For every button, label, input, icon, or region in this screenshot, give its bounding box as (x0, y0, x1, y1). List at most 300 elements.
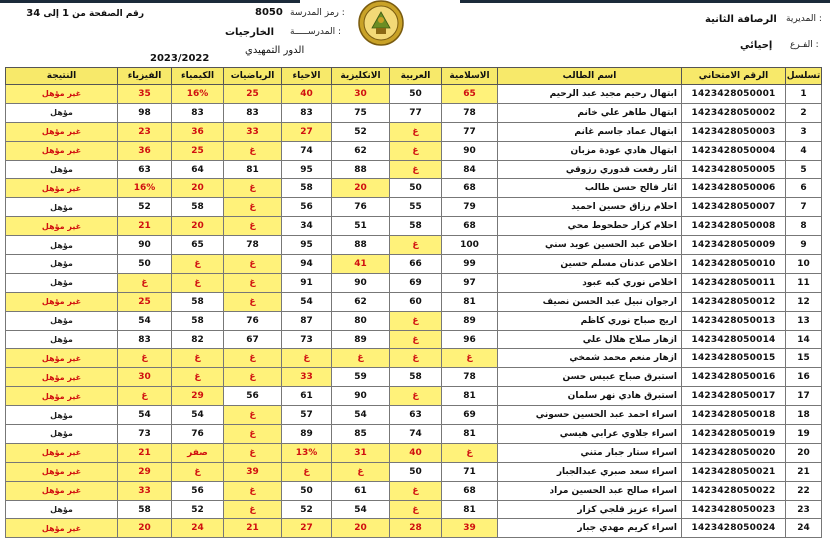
col-exam-number-cell: 1423428050014 (682, 330, 786, 349)
col-biology-header: الاحياء (282, 68, 332, 85)
col-islamic-cell: 79 (442, 198, 498, 217)
col-serial-cell: 16 (786, 368, 822, 387)
col-exam-number-cell: 1423428050001 (682, 85, 786, 104)
session-value: الدور التمهيدي (245, 45, 305, 56)
col-student-name-cell: اسراء صالح عبد الحسين مراد (498, 481, 682, 500)
col-physics-cell: 58 (118, 500, 172, 519)
col-biology-cell: 27 (282, 519, 332, 538)
col-serial-cell: 21 (786, 462, 822, 481)
table-row (6, 85, 822, 104)
col-serial-cell: 6 (786, 179, 822, 198)
col-islamic-cell: 65 (442, 85, 498, 104)
col-biology-cell: 95 (282, 160, 332, 179)
col-chemistry-cell: 56 (172, 481, 224, 500)
col-arabic-cell: 58 (390, 217, 442, 236)
col-result-cell: مؤهل (6, 273, 118, 292)
col-islamic-cell: 68 (442, 179, 498, 198)
col-islamic-cell: غ (442, 443, 498, 462)
col-physics-cell: 21 (118, 443, 172, 462)
col-math-cell: غ (224, 349, 282, 368)
col-biology-cell: 34 (282, 217, 332, 236)
col-islamic-cell: 69 (442, 406, 498, 425)
col-biology-cell: 87 (282, 311, 332, 330)
col-english-cell: 61 (332, 481, 390, 500)
col-arabic-cell: غ (390, 141, 442, 160)
col-arabic-cell: غ (390, 236, 442, 255)
col-math-cell: غ (224, 217, 282, 236)
col-english-cell: 54 (332, 500, 390, 519)
col-islamic-cell: 68 (442, 481, 498, 500)
col-english-cell: غ (332, 349, 390, 368)
col-exam-number-cell: 1423428050015 (682, 349, 786, 368)
col-physics-cell: 50 (118, 255, 172, 274)
col-math-cell: غ (224, 255, 282, 274)
col-result-cell: غير مؤهل (6, 122, 118, 141)
col-student-name-cell: اسراء سعد صبري عبدالجبار (498, 462, 682, 481)
col-biology-cell: 50 (282, 481, 332, 500)
col-result-header: النتيجة (6, 68, 118, 85)
col-chemistry-cell: صفر (172, 443, 224, 462)
col-islamic-cell: 100 (442, 236, 498, 255)
col-english-cell: 20 (332, 519, 390, 538)
col-physics-cell: 54 (118, 311, 172, 330)
col-islamic-cell: 89 (442, 311, 498, 330)
page-prefix: رقم الصفحة من (72, 9, 144, 19)
col-biology-cell: 91 (282, 273, 332, 292)
col-arabic-cell: 58 (390, 368, 442, 387)
col-english-cell: 90 (332, 387, 390, 406)
col-arabic-cell: غ (390, 122, 442, 141)
col-english-cell: 85 (332, 425, 390, 444)
col-arabic-cell: 40 (390, 443, 442, 462)
col-exam-number-cell: 1423428050007 (682, 198, 786, 217)
col-exam-number-cell: 1423428050006 (682, 179, 786, 198)
school-code-label: رمز المدرسة : (290, 8, 345, 18)
col-chemistry-cell: 65 (172, 236, 224, 255)
col-english-cell: 59 (332, 368, 390, 387)
col-islamic-cell: 78 (442, 103, 498, 122)
col-math-cell: غ (224, 425, 282, 444)
col-serial-cell: 3 (786, 122, 822, 141)
col-exam-number-cell: 1423428050018 (682, 406, 786, 425)
col-physics-cell: 98 (118, 103, 172, 122)
col-exam-number-cell: 1423428050008 (682, 217, 786, 236)
col-chemistry-cell: غ (172, 368, 224, 387)
table-row (6, 387, 822, 406)
col-physics-cell: 16% (118, 179, 172, 198)
col-math-cell: 81 (224, 160, 282, 179)
col-biology-cell: 95 (282, 236, 332, 255)
col-serial-cell: 11 (786, 273, 822, 292)
col-student-name-header: اسم الطالب (498, 68, 682, 85)
col-arabic-cell: غ (390, 481, 442, 500)
col-islamic-cell: 90 (442, 141, 498, 160)
col-math-cell: غ (224, 273, 282, 292)
col-exam-number-cell: 1423428050010 (682, 255, 786, 274)
col-result-cell: غير مؤهل (6, 179, 118, 198)
col-physics-cell: غ (118, 349, 172, 368)
col-exam-number-cell: 1423428050002 (682, 103, 786, 122)
col-biology-cell: 83 (282, 103, 332, 122)
table-row (6, 217, 822, 236)
col-physics-cell: 33 (118, 481, 172, 500)
col-chemistry-header: الكيمياء (172, 68, 224, 85)
col-islamic-cell: 99 (442, 255, 498, 274)
col-chemistry-cell: 29 (172, 387, 224, 406)
col-student-name-cell: ابتهال عماد جاسم غانم (498, 122, 682, 141)
col-english-cell: 31 (332, 443, 390, 462)
col-result-cell: مؤهل (6, 198, 118, 217)
col-result-cell: غير مؤهل (6, 368, 118, 387)
col-english-cell: 41 (332, 255, 390, 274)
col-biology-cell: غ (282, 349, 332, 368)
col-serial-cell: 5 (786, 160, 822, 179)
table-row (6, 481, 822, 500)
col-serial-cell: 13 (786, 311, 822, 330)
col-math-cell: غ (224, 481, 282, 500)
col-student-name-cell: اسراء ستار جبار متني (498, 443, 682, 462)
col-math-cell: 67 (224, 330, 282, 349)
col-arabic-cell: غ (390, 160, 442, 179)
col-chemistry-cell: 54 (172, 406, 224, 425)
col-physics-cell: 52 (118, 198, 172, 217)
col-physics-cell: 30 (118, 368, 172, 387)
col-arabic-cell: 63 (390, 406, 442, 425)
table-row (6, 406, 822, 425)
table-row (6, 349, 822, 368)
col-english-cell: 20 (332, 179, 390, 198)
col-arabic-header: العربية (390, 68, 442, 85)
col-english-cell: 89 (332, 330, 390, 349)
col-physics-cell: 83 (118, 330, 172, 349)
col-result-cell: مؤهل (6, 425, 118, 444)
col-physics-cell: 36 (118, 141, 172, 160)
col-math-header: الرياضيات (224, 68, 282, 85)
col-student-name-cell: اثار رفعت قدوري رزوقي (498, 160, 682, 179)
col-serial-cell: 14 (786, 330, 822, 349)
col-exam-number-cell: 1423428050016 (682, 368, 786, 387)
col-islamic-cell: 97 (442, 273, 498, 292)
col-serial-cell: 17 (786, 387, 822, 406)
col-serial-cell: 10 (786, 255, 822, 274)
col-chemistry-cell: 83 (172, 103, 224, 122)
col-islamic-cell: 81 (442, 500, 498, 519)
col-english-cell: 88 (332, 160, 390, 179)
col-chemistry-cell: 58 (172, 292, 224, 311)
col-exam-number-header: الرقم الامتحاني (682, 68, 786, 85)
col-chemistry-cell: 58 (172, 311, 224, 330)
col-physics-cell: 63 (118, 160, 172, 179)
col-student-name-cell: ارجوان نبيل عبد الحسن نصيف (498, 292, 682, 311)
col-exam-number-cell: 1423428050013 (682, 311, 786, 330)
col-biology-cell: 58 (282, 179, 332, 198)
col-chemistry-cell: 36 (172, 122, 224, 141)
col-result-cell: غير مؤهل (6, 141, 118, 160)
col-result-cell: غير مؤهل (6, 481, 118, 500)
col-english-cell: 75 (332, 103, 390, 122)
col-islamic-cell: 81 (442, 425, 498, 444)
col-math-cell: غ (224, 500, 282, 519)
col-islamic-cell: 71 (442, 462, 498, 481)
table-row (6, 462, 822, 481)
col-math-cell: غ (224, 443, 282, 462)
col-biology-cell: 33 (282, 368, 332, 387)
col-arabic-cell: 60 (390, 292, 442, 311)
table-row (6, 311, 822, 330)
col-serial-cell: 8 (786, 217, 822, 236)
col-chemistry-cell: 76 (172, 425, 224, 444)
col-result-cell: مؤهل (6, 160, 118, 179)
table-body (6, 85, 822, 538)
col-exam-number-cell: 1423428050019 (682, 425, 786, 444)
directorate-label: المديرية : (786, 14, 822, 24)
col-student-name-cell: ازهار منعم محمد شمخي (498, 349, 682, 368)
col-serial-cell: 4 (786, 141, 822, 160)
col-exam-number-cell: 1423428050023 (682, 500, 786, 519)
col-student-name-cell: احلام كزار حطحوط محي (498, 217, 682, 236)
col-serial-header: تسلسل (786, 68, 822, 85)
col-result-cell: مؤهل (6, 103, 118, 122)
col-islamic-cell: 84 (442, 160, 498, 179)
col-exam-number-cell: 1423428050011 (682, 273, 786, 292)
col-student-name-cell: استبرق هادي نهر سلمان (498, 387, 682, 406)
col-exam-number-cell: 1423428050020 (682, 443, 786, 462)
col-chemistry-cell: غ (172, 462, 224, 481)
col-exam-number-cell: 1423428050024 (682, 519, 786, 538)
col-serial-cell: 15 (786, 349, 822, 368)
col-serial-cell: 23 (786, 500, 822, 519)
col-arabic-cell: 74 (390, 425, 442, 444)
col-math-cell: 21 (224, 519, 282, 538)
col-student-name-cell: استبرق صباح عبيس حسن (498, 368, 682, 387)
col-result-cell: غير مؤهل (6, 387, 118, 406)
col-english-cell: 80 (332, 311, 390, 330)
col-english-cell: 52 (332, 122, 390, 141)
col-student-name-cell: اسراء احمد عبد الحسين حسوني (498, 406, 682, 425)
col-exam-number-cell: 1423428050004 (682, 141, 786, 160)
col-arabic-cell: غ (390, 387, 442, 406)
col-arabic-cell: غ (390, 330, 442, 349)
col-biology-cell: 56 (282, 198, 332, 217)
col-physics-cell: 25 (118, 292, 172, 311)
col-english-cell: 30 (332, 85, 390, 104)
col-exam-number-cell: 1423428050009 (682, 236, 786, 255)
col-physics-header: الفيزياء (118, 68, 172, 85)
col-english-cell: 88 (332, 236, 390, 255)
col-math-cell: غ (224, 179, 282, 198)
col-math-cell: غ (224, 198, 282, 217)
table-row (6, 103, 822, 122)
col-math-cell: 78 (224, 236, 282, 255)
col-exam-number-cell: 1423428050012 (682, 292, 786, 311)
col-physics-cell: غ (118, 273, 172, 292)
col-math-cell: 25 (224, 85, 282, 104)
col-student-name-cell: اسراء جلاوي عرابي هيسي (498, 425, 682, 444)
col-english-cell: 90 (332, 273, 390, 292)
col-biology-cell: 52 (282, 500, 332, 519)
col-english-cell: 62 (332, 292, 390, 311)
col-arabic-cell: 69 (390, 273, 442, 292)
col-result-cell: مؤهل (6, 236, 118, 255)
table-row (6, 443, 822, 462)
col-math-cell: غ (224, 368, 282, 387)
table-row (6, 519, 822, 538)
col-serial-cell: 20 (786, 443, 822, 462)
col-student-name-cell: اريج صباح نوري كاظم (498, 311, 682, 330)
col-result-cell: غير مؤهل (6, 443, 118, 462)
col-result-cell: غير مؤهل (6, 462, 118, 481)
col-result-cell: غير مؤهل (6, 217, 118, 236)
year-value: 2023/2022 (150, 53, 210, 64)
col-physics-cell: 29 (118, 462, 172, 481)
table-row (6, 179, 822, 198)
col-arabic-cell: 66 (390, 255, 442, 274)
table-row (6, 292, 822, 311)
col-arabic-cell: غ (390, 311, 442, 330)
col-islamic-cell: 77 (442, 122, 498, 141)
col-physics-cell: 21 (118, 217, 172, 236)
col-chemistry-cell: 24 (172, 519, 224, 538)
col-biology-cell: 40 (282, 85, 332, 104)
table-row (6, 330, 822, 349)
page-indicator (24, 8, 144, 19)
col-math-cell: غ (224, 292, 282, 311)
col-student-name-cell: اخلاص نوري كبه عبود (498, 273, 682, 292)
col-physics-cell: 73 (118, 425, 172, 444)
col-biology-cell: غ (282, 462, 332, 481)
col-biology-cell: 57 (282, 406, 332, 425)
col-chemistry-cell: 16% (172, 85, 224, 104)
col-english-cell: 54 (332, 406, 390, 425)
table-row (6, 236, 822, 255)
school-code-value: 8050 (255, 7, 283, 18)
col-biology-cell: 74 (282, 141, 332, 160)
col-result-cell: مؤهل (6, 255, 118, 274)
col-chemistry-cell: 20 (172, 179, 224, 198)
col-arabic-cell: غ (390, 500, 442, 519)
col-student-name-cell: احلام رزاق حسين احميد (498, 198, 682, 217)
col-serial-cell: 18 (786, 406, 822, 425)
col-result-cell: غير مؤهل (6, 519, 118, 538)
col-arabic-cell: 50 (390, 179, 442, 198)
col-arabic-cell: غ (390, 349, 442, 368)
school-value: الخارجيات (225, 27, 274, 38)
col-math-cell: غ (224, 406, 282, 425)
col-chemistry-cell: 25 (172, 141, 224, 160)
table-row (6, 255, 822, 274)
table-header-row (6, 68, 822, 85)
col-biology-cell: 27 (282, 122, 332, 141)
col-serial-cell: 7 (786, 198, 822, 217)
col-arabic-cell: 50 (390, 462, 442, 481)
col-student-name-cell: اثار فالح حسن طالب (498, 179, 682, 198)
col-arabic-cell: 55 (390, 198, 442, 217)
col-serial-cell: 24 (786, 519, 822, 538)
table-row (6, 198, 822, 217)
col-serial-cell: 12 (786, 292, 822, 311)
col-math-cell: 39 (224, 462, 282, 481)
top-rule-right (460, 0, 830, 3)
col-exam-number-cell: 1423428050003 (682, 122, 786, 141)
col-chemistry-cell: 52 (172, 500, 224, 519)
col-physics-cell: 20 (118, 519, 172, 538)
col-english-cell: 62 (332, 141, 390, 160)
col-arabic-cell: 77 (390, 103, 442, 122)
col-result-cell: غير مؤهل (6, 292, 118, 311)
col-exam-number-cell: 1423428050022 (682, 481, 786, 500)
col-islamic-cell: 68 (442, 217, 498, 236)
col-math-cell: غ (224, 141, 282, 160)
page-header (0, 0, 830, 66)
page-current: 1 (62, 8, 70, 19)
col-math-cell: 83 (224, 103, 282, 122)
table-row (6, 141, 822, 160)
col-chemistry-cell: 20 (172, 217, 224, 236)
school-label: المدرســـــة : (290, 27, 341, 37)
col-result-cell: مؤهل (6, 330, 118, 349)
grades-table (5, 67, 822, 538)
col-exam-number-cell: 1423428050017 (682, 387, 786, 406)
col-result-cell: مؤهل (6, 406, 118, 425)
table-row (6, 425, 822, 444)
col-serial-cell: 19 (786, 425, 822, 444)
col-math-cell: 56 (224, 387, 282, 406)
col-english-cell: 76 (332, 198, 390, 217)
col-islamic-cell: 96 (442, 330, 498, 349)
branch-value: إحيائي (740, 40, 773, 51)
col-islamic-cell: 78 (442, 368, 498, 387)
col-chemistry-cell: 82 (172, 330, 224, 349)
col-result-cell: غير مؤهل (6, 85, 118, 104)
col-chemistry-cell: 64 (172, 160, 224, 179)
col-serial-cell: 1 (786, 85, 822, 104)
col-biology-cell: 89 (282, 425, 332, 444)
col-arabic-cell: 28 (390, 519, 442, 538)
page-total: 34 (26, 8, 41, 19)
col-serial-cell: 9 (786, 236, 822, 255)
col-student-name-cell: ابتهال هادي عودة مزبان (498, 141, 682, 160)
col-english-header: الانكليزية (332, 68, 390, 85)
col-student-name-cell: اخلاص عدنان مسلم حسين (498, 255, 682, 274)
col-result-cell: غير مؤهل (6, 349, 118, 368)
directorate-value: الرصافة الثانية (705, 14, 777, 25)
col-english-cell: 51 (332, 217, 390, 236)
col-islamic-cell: 39 (442, 519, 498, 538)
col-exam-number-cell: 1423428050021 (682, 462, 786, 481)
col-chemistry-cell: غ (172, 273, 224, 292)
col-biology-cell: 73 (282, 330, 332, 349)
col-physics-cell: 35 (118, 85, 172, 104)
col-biology-cell: 54 (282, 292, 332, 311)
col-result-cell: مؤهل (6, 311, 118, 330)
col-chemistry-cell: غ (172, 349, 224, 368)
col-biology-cell: 61 (282, 387, 332, 406)
col-student-name-cell: اخلاص عبد الحسين عويد سني (498, 236, 682, 255)
col-serial-cell: 2 (786, 103, 822, 122)
col-student-name-cell: اسراء كريم مهدي جبار (498, 519, 682, 538)
col-student-name-cell: ازهار صلاح هلال علي (498, 330, 682, 349)
branch-label: الفـرع : (790, 40, 819, 50)
col-math-cell: 76 (224, 311, 282, 330)
col-result-cell: مؤهل (6, 500, 118, 519)
col-physics-cell: 54 (118, 406, 172, 425)
col-serial-cell: 22 (786, 481, 822, 500)
page-to: إلى (43, 9, 59, 19)
col-student-name-cell: ابتهال رحيم مجيد عبد الرحيم (498, 85, 682, 104)
col-exam-number-cell: 1423428050005 (682, 160, 786, 179)
col-chemistry-cell: 58 (172, 198, 224, 217)
col-islamic-header: الاسلامية (442, 68, 498, 85)
